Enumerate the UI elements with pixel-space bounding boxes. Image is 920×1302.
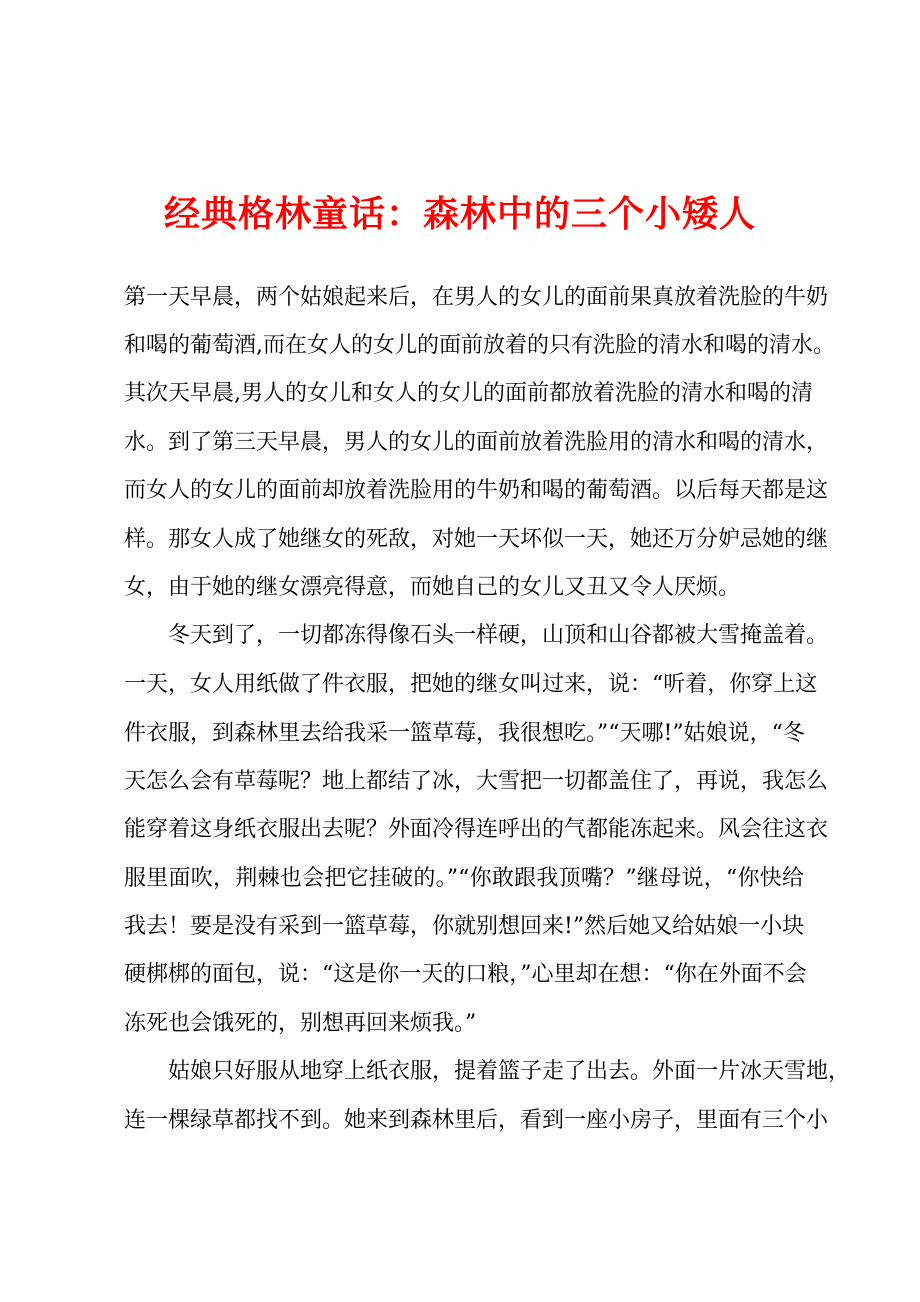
text-line: 样。那女人成了她继女的死敌，对她一天坏似一天，她还万分妒忌她的继 bbox=[124, 527, 829, 552]
text-line: 和喝的葡萄酒,而在女人的女儿的面前放着的只有洗脸的清水和喝的清水。 bbox=[124, 333, 835, 358]
text-line: 一天，女人用纸做了件衣服，把她的继女叫过来，说：“听着，你穿上这 bbox=[124, 672, 818, 697]
text-line: 姑娘只好服从地穿上纸衣服，提着篮子走了出去。外面一片冰天雪地， bbox=[168, 1059, 851, 1084]
text-line: 连一棵绿草都找不到。她来到森林里后，看到一座小房子，里面有三个小 bbox=[124, 1108, 829, 1133]
text-line: 天怎么会有草莓呢？地上都结了冰，大雪把一切都盖住了，再说，我怎么 bbox=[124, 769, 829, 794]
document-title: 经典格林童话：森林中的三个小矮人 bbox=[163, 193, 756, 235]
text-line: 能穿着这身纸衣服出去呢？外面冷得连呼出的气都能冻起来。风会往这衣 bbox=[124, 817, 829, 842]
text-line: 第一天早晨，两个姑娘起来后，在男人的女儿的面前果真放着洗脸的牛奶 bbox=[124, 285, 829, 310]
text-line: 我去！要是没有采到一篮草莓，你就别想回来!”然后她又给姑娘一小块 bbox=[124, 914, 805, 939]
text-line: 硬梆梆的面包，说：“这是你一天的口粮，”心里却在想：“你在外面不会 bbox=[124, 962, 807, 987]
text-line: 服里面吹，荆棘也会把它挂破的。”“你敢跟我顶嘴？”继母说，“你快给 bbox=[124, 866, 804, 891]
text-line: 冻死也会饿死的，别想再回来烦我。” bbox=[124, 1011, 477, 1036]
text-line: 件衣服，到森林里去给我采一篮草莓，我很想吃。”“天哪!”姑娘说，“冬 bbox=[124, 721, 805, 746]
text-line: 女，由于她的继女漂亮得意，而她自己的女儿又丑又令人厌烦。 bbox=[124, 575, 741, 600]
text-line: 水。到了第三天早晨，男人的女儿的面前放着洗脸用的清水和喝的清水， bbox=[124, 430, 829, 455]
text-line: 而女人的女儿的面前却放着洗脸用的牛奶和喝的葡萄酒。以后每天都是这 bbox=[124, 478, 829, 503]
text-line: 其次天早晨,男人的女儿和女人的女儿的面前都放着洗脸的清水和喝的清 bbox=[124, 381, 813, 406]
text-line: 冬天到了，一切都冻得像石头一样硬，山顶和山谷都被大雪掩盖着。 bbox=[168, 623, 829, 648]
